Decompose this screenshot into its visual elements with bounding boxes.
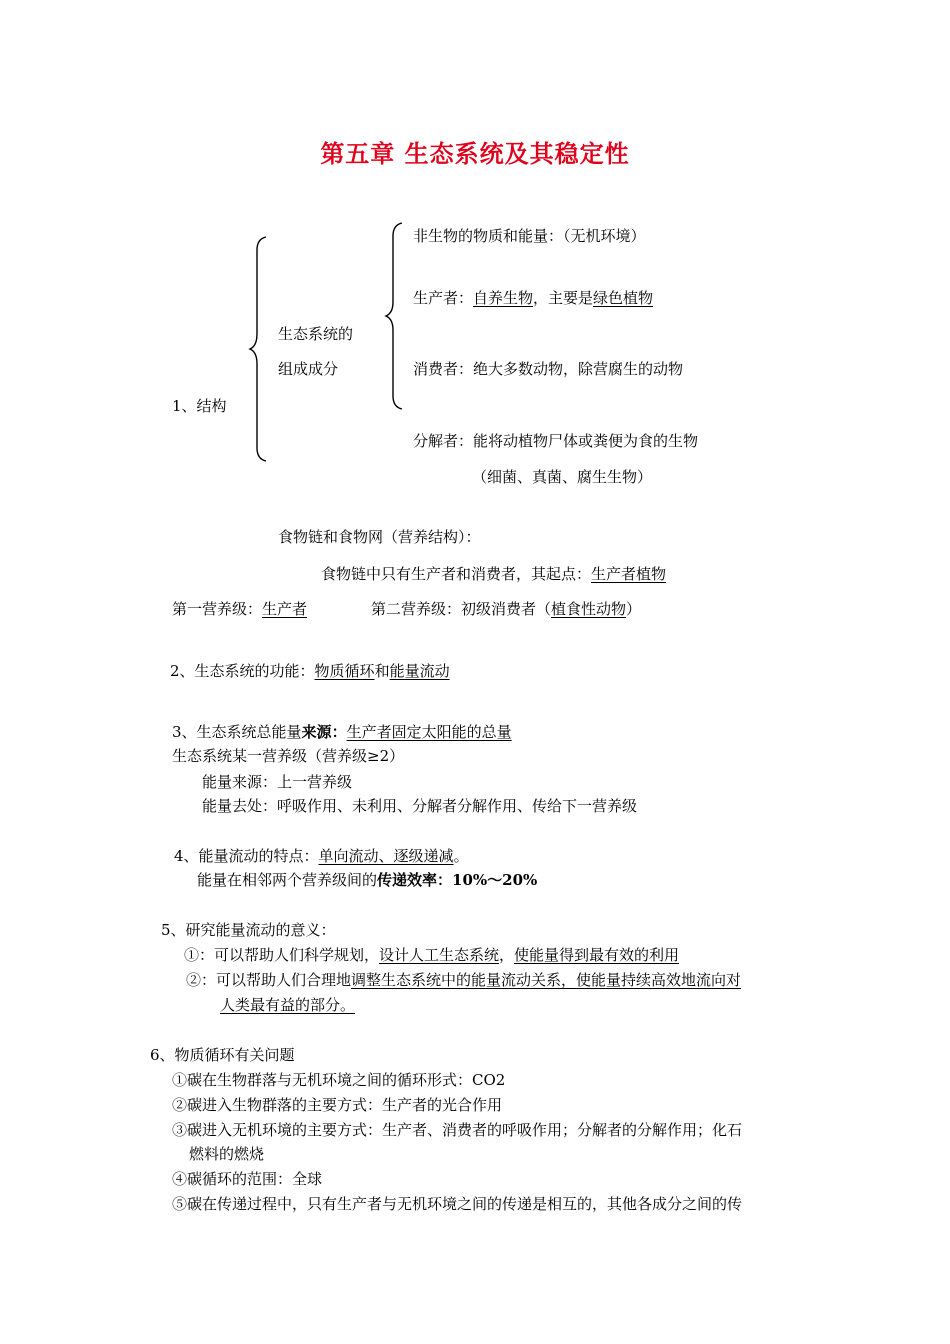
section-6-item-2: ②碳进入生物群落的主要方式：生产者的光合作用	[172, 1096, 503, 1114]
item2-prefix: ②：可以帮助人们合理地	[186, 971, 352, 989]
section-3-energy-source: 能量来源：上一营养级	[202, 773, 353, 791]
section-5-heading: 5、研究能量流动的意义：	[161, 921, 336, 939]
section-4-characteristics	[174, 846, 469, 866]
level2-value: 植食性动物	[551, 600, 627, 618]
energy-flow: 能量流动	[389, 662, 450, 680]
section-3-total-energy	[172, 722, 512, 742]
producer-autotroph: 自养生物	[473, 289, 534, 307]
decomposer-note: （细菌、真菌、腐生生物）	[472, 468, 653, 486]
trophic-level-2	[371, 599, 641, 619]
section-4-efficiency	[197, 870, 537, 890]
consumer-line: 消费者：绝大多数动物，除营腐生的动物	[413, 360, 684, 378]
section-6-item-3: ③碳进入无机环境的主要方式：生产者、消费者的呼吸作用；分解者的分解作用；化石	[172, 1121, 743, 1139]
composition-label-1: 生态系统的	[278, 325, 354, 343]
section-6-heading: 6、物质循环有关问题	[150, 1046, 295, 1064]
efficiency-prefix: 能量在相邻两个营养级间的	[197, 871, 378, 889]
section-3-energy-destination: 能量去处：呼吸作用、未利用、分解者分解作用、传给下一营养级	[202, 797, 638, 815]
producer-label: 生产者：	[413, 289, 474, 307]
section-5-item-2	[186, 970, 741, 990]
level2-label: 第二营养级：初级消费者（	[371, 600, 552, 618]
section3-colon: ：	[331, 723, 347, 741]
section-5-item-2-cont: 人类最有益的部分。	[220, 996, 356, 1014]
composition-label-2: 组成成分	[278, 360, 339, 378]
food-chain-line	[321, 564, 666, 584]
item1-design: 设计人工生态系统	[379, 946, 500, 964]
level1-label: 第一营养级：	[172, 600, 263, 618]
section-6-item-3-cont: 燃料的燃烧	[189, 1145, 265, 1163]
section3-source: 来源	[301, 723, 332, 741]
level1-value: 生产者	[262, 600, 308, 618]
section3-prefix: 3、生态系统总能量	[172, 723, 302, 741]
section-2-functions	[170, 661, 450, 681]
item1-comma: ，	[499, 946, 515, 964]
structure-brace	[248, 236, 268, 462]
food-chain-start: 生产者植物	[591, 565, 667, 583]
producer-green-plants: 绿色植物	[593, 289, 654, 307]
food-chain-text: 食物链中只有生产者和消费者，其起点：	[321, 565, 592, 583]
section-6-item-1: ①碳在生物群落与无机环境之间的循环形式：CO2	[172, 1071, 506, 1089]
food-web-line: 食物链和食物网（营养结构）：	[278, 528, 481, 546]
section2-prefix: 2、生态系统的功能：	[170, 662, 315, 680]
trophic-level-1	[172, 599, 307, 619]
structure-label: 1、结构	[172, 397, 227, 415]
material-cycle: 物质循环	[314, 662, 375, 680]
section4-period: 。	[453, 847, 469, 865]
abiotic-component: 非生物的物质和能量：（无机环境）	[413, 227, 646, 245]
item1-prefix: ①：可以帮助人们科学规划，	[184, 946, 380, 964]
section3-total: 生产者固定太阳能的总量	[346, 723, 512, 741]
level2-suffix: ）	[626, 600, 642, 618]
efficiency-value: 传递效率：10%～20%	[377, 871, 538, 889]
producer-mid: ，主要是	[533, 289, 594, 307]
section-6-item-4: ④碳循环的范围：全球	[172, 1170, 323, 1188]
section-3-line-2: 生态系统某一营养级（营养级≥2）	[172, 747, 405, 765]
producer-line	[413, 288, 653, 308]
section4-features: 单向流动、逐级递减	[318, 847, 454, 865]
item1-utilize: 使能量得到最有效的利用	[514, 946, 680, 964]
decomposer-line: 分解者：能将动植物尸体或粪便为食的生物	[413, 432, 699, 450]
section-5-item-1	[184, 945, 679, 965]
composition-brace	[384, 222, 404, 410]
section-6-item-5: ⑤碳在传递过程中，只有生产者与无机环境之间的传递是相互的，其他各成分之间的传	[172, 1195, 743, 1213]
section2-and: 和	[374, 662, 390, 680]
section4-prefix: 4、能量流动的特点：	[174, 847, 319, 865]
item2-adjust: 调整生态系统中的能量流动关系，使能量持续高效地流向对	[351, 971, 742, 989]
page-title: 第五章 生态系统及其稳定性	[320, 140, 630, 168]
